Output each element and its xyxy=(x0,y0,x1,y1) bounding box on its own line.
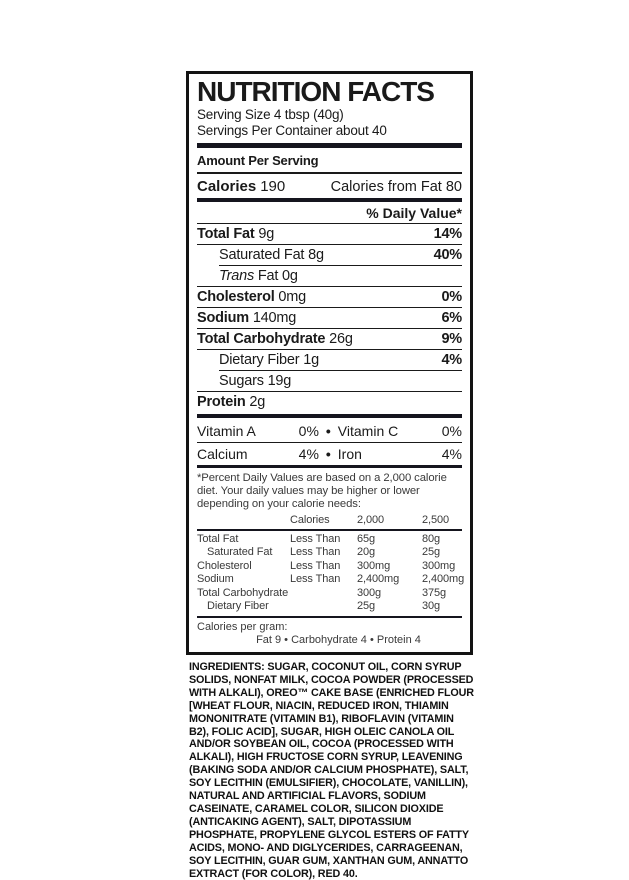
dv-value: 9% xyxy=(441,331,462,347)
header-2500: 2,500 xyxy=(422,514,450,526)
calories-from-fat: Calories from Fat 80 xyxy=(330,179,462,195)
calories-per-gram xyxy=(197,618,462,646)
dv-value: 6% xyxy=(441,310,462,326)
amount-per-serving-header: Amount Per Serving xyxy=(197,150,462,174)
nutrient-row-dietary-fiber: Dietary Fiber 1g 4% xyxy=(197,349,462,370)
bullet-separator: • xyxy=(325,446,331,462)
nutrient-row-sugars: Sugars 19g xyxy=(219,370,462,391)
calories-per-gram-values: Fat 9 • Carbohydrate 4 • Protein 4 xyxy=(256,633,421,646)
vitamin-value: 0% xyxy=(298,423,319,439)
dv-value: 14% xyxy=(433,226,462,242)
divider-bar xyxy=(197,143,462,148)
daily-values-table xyxy=(197,514,465,618)
calories-per-gram-label: Calories per gram: xyxy=(197,620,288,633)
dv-value: 4% xyxy=(441,352,462,368)
dv-value: 0% xyxy=(441,289,462,305)
vitamin-name: Calcium xyxy=(197,446,248,462)
daily-values-footnote: *Percent Daily Values are based on a 2,000 calorie diet. Your daily values may be higher or lower depending on your calorie needs: xyxy=(197,472,447,510)
table-row-sodium: Sodium Less Than 2,400mg 2,400mg xyxy=(197,573,465,585)
nutrient-row-trans-fat: Trans Fat 0g xyxy=(219,265,462,286)
table-header-row xyxy=(197,514,462,531)
vitamin-name: Iron xyxy=(337,446,362,462)
nutrient-row-total-carbohydrate: Total Carbohydrate 26g 9% xyxy=(197,328,462,349)
dv-value: 40% xyxy=(433,247,462,263)
nutrient-row-sodium: Sodium 140mg 6% xyxy=(197,307,462,328)
nutrient-row-protein: Protein 2g xyxy=(197,391,462,412)
vitamin-value: 4% xyxy=(298,446,319,462)
nutrient-row-cholesterol: Cholesterol 0mg 0% xyxy=(197,286,462,307)
table-row-total-fat: Total Fat Less Than 65g 80g xyxy=(197,532,441,545)
vitamin-row-calcium-iron xyxy=(197,443,462,468)
calories-row xyxy=(197,174,462,202)
vitamin-name: Vitamin C xyxy=(337,423,399,439)
vitamin-name: Vitamin A xyxy=(197,423,256,439)
calories-amount: Calories 190 xyxy=(197,178,286,195)
nutrient-row-total-fat: Total Fat 9g 14% xyxy=(197,226,462,242)
nutrient-row-saturated-fat: Saturated Fat 8g 40% xyxy=(197,244,462,265)
vitamin-value: 0% xyxy=(441,423,462,439)
table-row-dietary-fiber: Dietary Fiber 25g 30g xyxy=(207,600,441,612)
table-row-saturated-fat: Saturated Fat Less Than 20g 25g xyxy=(207,546,441,558)
label-title: NUTRITION FACTS xyxy=(197,76,434,107)
header-calories: Calories xyxy=(290,514,330,526)
table-row-cholesterol: Cholesterol Less Than 300mg 300mg xyxy=(197,559,456,572)
table-row-total-carbohydrate: Total Carbohydrate 300g 375g xyxy=(197,586,447,599)
servings-per-container: Servings Per Container about 40 xyxy=(197,123,387,138)
vitamin-value: 4% xyxy=(441,446,462,462)
vitamin-row-a-c xyxy=(197,420,462,443)
ingredients-list: INGREDIENTS: SUGAR, COCONUT OIL, CORN SYRUP SOLIDS, NONFAT MILK, COCOA POWDER (PROCESSED WITH ALKALI), OREO™ CAKE BASE (ENRICHED FLOUR [WHEAT FLOUR, NIACIN, REDUCED IRON, THIAMIN MONONITRATE (VITAMIN B1), RIBOFLAVIN (VITAMIN B2), FOLIC ACID], SUGAR, HIGH OLEIC CANOLA OIL AND/OR SOYBEAN OIL, COCOA (PROCESSED WITH ALKALI), HIGH FRUCTOSE CORN SYRUP, LEAVENING (BAKING SODA AND/OR CALCIUM PHOSPHATE), SALT, SOY LECITHIN (EMULSIFIER), CHOCOLATE, VANILLIN), NATURAL AND ARTIFICIAL FLAVORS, SODIUM CASEINATE, CARAMEL COLOR, SILICON DIOXIDE (ANTICAKING AGENT), SALT, DIPOTASSIUM PHOSPHATE, PROPYLENE GLYCOL ESTERS OF FATTY ACIDS, MONO- AND DIGLYCERIDES, CARRAGEENAN, SOY LECITHIN, GUAR GUM, XANTHAN GUM, ANNATTO EXTRACT (FOR COLOR), RED 40. xyxy=(189,661,474,880)
bullet-separator: • xyxy=(325,423,331,439)
header-2000: 2,000 xyxy=(357,514,385,526)
divider-bar xyxy=(197,414,462,418)
daily-value-header: % Daily Value* xyxy=(197,202,462,224)
serving-size: Serving Size 4 tbsp (40g) xyxy=(197,107,344,122)
nutrition-facts-label xyxy=(186,71,473,655)
